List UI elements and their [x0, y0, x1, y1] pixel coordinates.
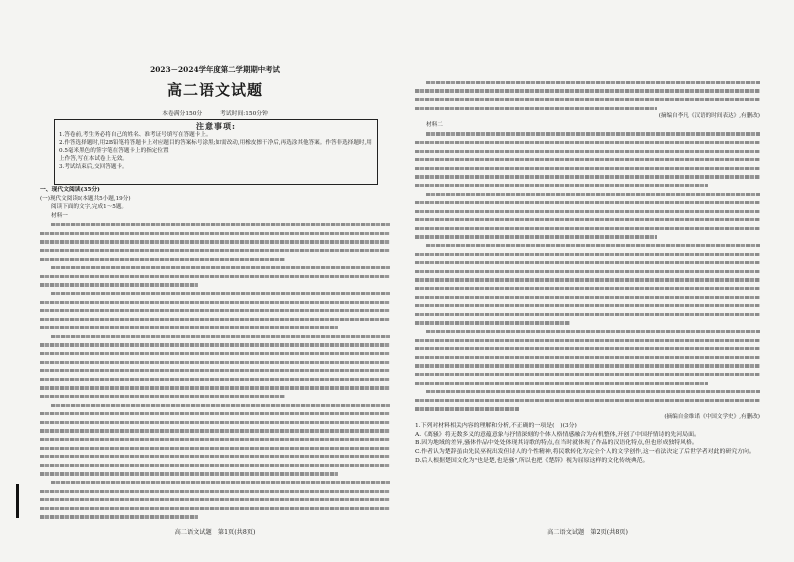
option-a: A.《离骚》将无数多义的意蕴意象与抒情深刻的个体人格情感融合为有机整体,开创了中国抒情诗的先河局面。 [415, 431, 700, 438]
notice-box [54, 119, 378, 185]
option-c: C.作者认为楚辞虽由先民巫祝出发但诗人的个性精神,将民歌转化为完全个人的文学创作,这一看法决定了后世学者对此的研究方向。 [415, 449, 755, 456]
material-label: 材料一 [51, 212, 68, 219]
page-footer: 高二语文试题 第2页(共8页) [547, 529, 628, 537]
exam-time: 考试时间:150分钟 [220, 111, 268, 117]
section-heading: 一、现代文阅读(35分) [40, 187, 100, 193]
question-1-stem: 1.下列对材料相关内容的理解和分析,不正确的一项是( )(3分) [415, 422, 577, 429]
notice-item: 上作答,写在本试卷上无效。 [59, 156, 128, 163]
source-note: (摘编自李凡《汉语的时间表达》,有删改) [658, 113, 760, 120]
notice-item: 2.作答选择题时,用2B铅笔将答题卡上对应题目的答案标号涂黑;如需改动,用橡皮擦干净后,再选涂其他答案。作答非选择题时,用0.5毫米黑色的签字笔在答题卡上的指定位置 [59, 139, 372, 154]
notice-item: 3.考试结束后,交回答题卡。 [59, 164, 128, 171]
material-label: 材料二 [426, 121, 443, 128]
page-footer: 高二语文试题 第1页(共8页) [174, 529, 256, 537]
notice-item: 1.答卷前,考生务必将自己的姓名、准考证号填写在答题卡上。 [59, 131, 212, 138]
left-page [40, 18, 390, 538]
material-2-text [415, 130, 760, 414]
exam-meta [40, 110, 390, 119]
source-note: (摘编自金维诺《中国文学史》,有删改) [664, 414, 760, 421]
reading-instruction: 阅读下面的文字,完成1～5题。 [51, 204, 128, 211]
option-b: B.因为地域的差异,骚体作品中处处体现其诗歌的特点,在当时就体现了作品的汉语化特点,但也形成独特风格。 [415, 440, 698, 447]
reading-section [40, 186, 390, 521]
total-score: 本卷满分150分 [162, 111, 203, 117]
binding-mark [16, 484, 19, 518]
page-title: 高二语文试题 [166, 81, 263, 99]
right-page [415, 18, 760, 538]
material-1-text [40, 220, 390, 521]
notice-title: 注意事项: [196, 121, 236, 131]
material-1-continued [415, 78, 760, 466]
subsection-heading: (一)现代文阅读Ⅰ(本题共5小题,19分) [40, 195, 131, 202]
exam-name: 2023－2024学年度第二学期期中考试 [150, 65, 280, 74]
option-d: D.后人根据楚国文化为"也是楚,也是骚",所以也把《楚辞》视为屈原这样的文化传统典范。 [415, 457, 649, 464]
